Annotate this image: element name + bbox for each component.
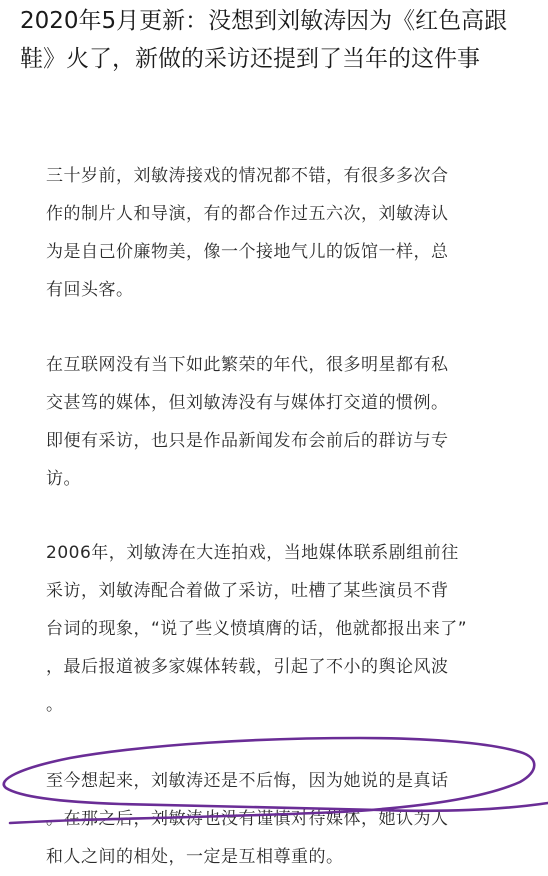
paragraph-1-line-4: 有回头客。 (46, 280, 134, 300)
paragraph-4-line-2: 。在那之后，刘敏涛也没有谨慎对待媒体，她认为人 (46, 809, 449, 829)
paragraph-2-line-4: 访。 (46, 469, 81, 489)
paragraph-4-line-1: 至今想起来，刘敏涛还是不后悔，因为她说的是真话 (46, 771, 449, 791)
paragraph-1-line-3: 为是自己价廉物美，像一个接地气儿的饭馆一样，总 (46, 242, 449, 262)
paragraph-2 (46, 346, 522, 498)
paragraph-3 (46, 534, 522, 724)
article-update-headline (20, 2, 540, 78)
paragraph-3-line-2: 采访，刘敏涛配合着做了采访，吐槽了某些演员不背 (46, 581, 449, 601)
paragraph-3-line-5: 。 (46, 695, 64, 715)
paragraph-1 (46, 157, 522, 309)
paragraph-3-line-1: 2006年，刘敏涛在大连拍戏，当地媒体联系剧组前往 (46, 543, 459, 563)
paragraph-2-line-1: 在互联网没有当下如此繁荣的年代，很多明星都有私 (46, 355, 449, 375)
paragraph-1-line-1: 三十岁前，刘敏涛接戏的情况都不错，有很多多次合 (46, 166, 449, 186)
paragraph-1-line-2: 作的制片人和导演，有的都合作过五六次，刘敏涛认 (46, 204, 449, 224)
paragraph-4-line-3-partial: 和人之间的相处，一定是互相尊重的。 (46, 847, 344, 867)
paragraph-3-line-3: 台词的现象，“说了些义愤填膺的话，他就都报出来了” (46, 619, 468, 639)
paragraph-2-line-2: 交甚笃的媒体，但刘敏涛没有与媒体打交道的惯例。 (46, 393, 449, 413)
paragraph-2-line-3: 即便有采访，也只是作品新闻发布会前后的群访与专 (46, 431, 449, 451)
headline-line-1: 2020年5月更新：没想到刘敏涛因为《红色高跟 (20, 8, 508, 34)
paragraph-4 (46, 762, 522, 867)
headline-line-2: 鞋》火了，新做的采访还提到了当年的这件事 (20, 46, 480, 72)
paragraph-3-line-4: ，最后报道被多家媒体转载，引起了不小的舆论风波 (46, 657, 449, 677)
